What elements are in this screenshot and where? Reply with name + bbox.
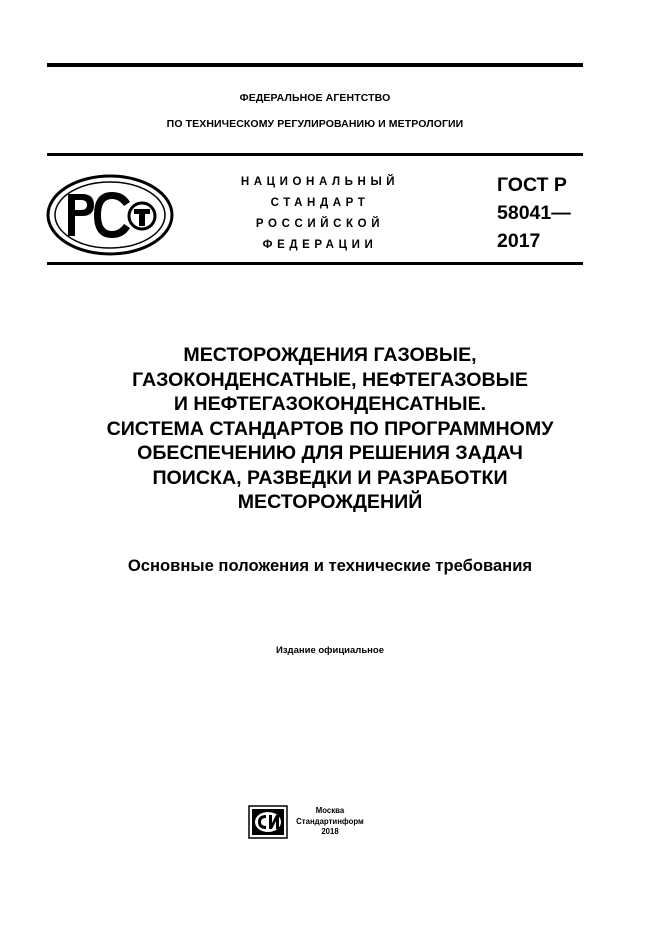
- title-line: ОБЕСПЕЧЕНИЮ ДЛЯ РЕШЕНИЯ ЗАДАЧ: [137, 442, 523, 464]
- title-line: МЕСТОРОЖДЕНИЙ: [237, 491, 423, 513]
- publisher-name: Стандартинформ: [296, 816, 364, 826]
- designation-line-1: ГОСТ Р: [497, 174, 567, 196]
- national-standard-label: [200, 172, 440, 256]
- top-rule: [47, 63, 583, 67]
- standard-designation: [497, 171, 571, 255]
- edition-label: Издание официальное: [276, 645, 384, 656]
- designation-line-2: 58041—: [497, 202, 571, 224]
- publisher-city: Москва: [315, 806, 345, 815]
- agency-line-2: ПО ТЕХНИЧЕСКОМУ РЕГУЛИРОВАНИЮ И МЕТРОЛОГИИ: [166, 118, 464, 130]
- title-line: МЕСТОРОЖДЕНИЯ ГАЗОВЫЕ,: [183, 344, 477, 366]
- standartinform-logo-icon: [248, 805, 288, 839]
- national-standard-line-3: РОССИЙСКОЙ: [255, 218, 385, 230]
- national-standard-line-4: ФЕДЕРАЦИИ: [262, 239, 378, 251]
- document-title: [40, 343, 620, 515]
- publisher-block: [293, 806, 367, 838]
- title-line: СИСТЕМА СТАНДАРТОВ ПО ПРОГРАММНОМУ: [106, 417, 554, 440]
- document-subtitle: Основные положения и технические требования: [127, 556, 533, 575]
- header-bottom-rule: [47, 262, 583, 265]
- rst-emblem-icon: [46, 174, 174, 256]
- national-standard-line-1: НАЦИОНАЛЬНЫЙ: [240, 176, 400, 188]
- national-standard-line-2: СТАНДАРТ: [270, 197, 370, 209]
- title-line: ГАЗОКОНДЕНСАТНЫЕ, НЕФТЕГАЗОВЫЕ: [132, 368, 528, 391]
- title-line: И НЕФТЕГАЗОКОНДЕНСАТНЫЕ.: [173, 393, 487, 415]
- designation-line-3: 2017: [497, 230, 541, 252]
- title-line: ПОИСКА, РАЗВЕДКИ И РАЗРАБОТКИ: [152, 466, 508, 489]
- header-rule: [47, 153, 583, 156]
- publisher-year: 2018: [321, 827, 339, 836]
- agency-line-1: ФЕДЕРАЛЬНОЕ АГЕНТСТВО: [239, 92, 391, 104]
